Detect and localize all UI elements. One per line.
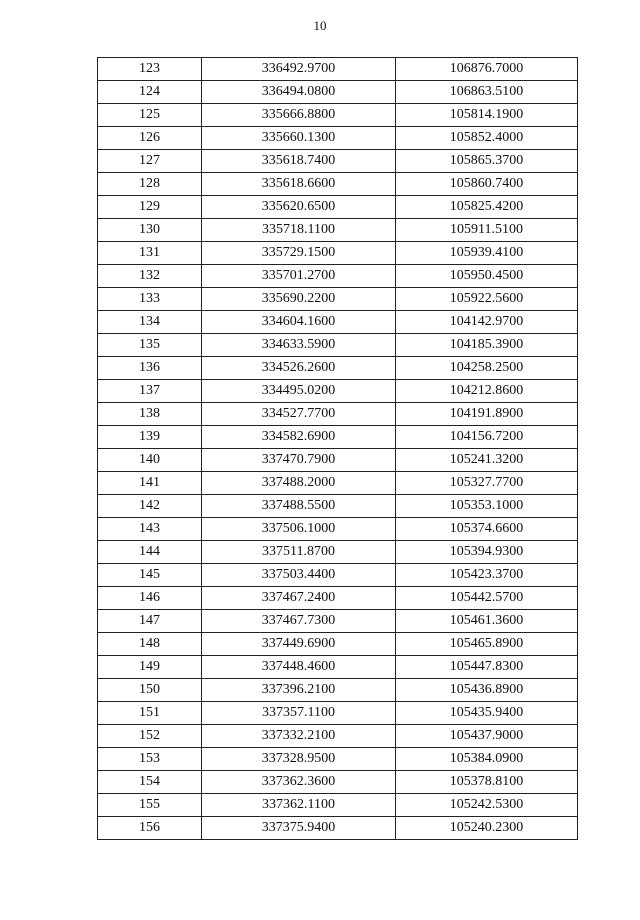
table-row xyxy=(98,587,578,610)
x-coordinate-cell: 337449.6900 xyxy=(202,633,396,656)
point-number-cell: 125 xyxy=(98,104,202,127)
table-row xyxy=(98,771,578,794)
y-coordinate-cell: 105852.4000 xyxy=(396,127,578,150)
x-coordinate-cell: 335666.8800 xyxy=(202,104,396,127)
table-row xyxy=(98,127,578,150)
y-coordinate-cell: 105436.8900 xyxy=(396,679,578,702)
point-number-cell: 148 xyxy=(98,633,202,656)
point-number-cell: 142 xyxy=(98,495,202,518)
point-number-cell: 137 xyxy=(98,380,202,403)
y-coordinate-cell: 105860.7400 xyxy=(396,173,578,196)
table-row xyxy=(98,679,578,702)
point-number-cell: 133 xyxy=(98,288,202,311)
table-row xyxy=(98,265,578,288)
table-row xyxy=(98,150,578,173)
x-coordinate-cell: 334582.6900 xyxy=(202,426,396,449)
y-coordinate-cell: 104142.9700 xyxy=(396,311,578,334)
table-row xyxy=(98,219,578,242)
point-number-cell: 138 xyxy=(98,403,202,426)
x-coordinate-cell: 334495.0200 xyxy=(202,380,396,403)
x-coordinate-cell: 335660.1300 xyxy=(202,127,396,150)
y-coordinate-cell: 104258.2500 xyxy=(396,357,578,380)
x-coordinate-cell: 334604.1600 xyxy=(202,311,396,334)
x-coordinate-cell: 337362.1100 xyxy=(202,794,396,817)
y-coordinate-cell: 105950.4500 xyxy=(396,265,578,288)
x-coordinate-cell: 336492.9700 xyxy=(202,58,396,81)
point-number-cell: 153 xyxy=(98,748,202,771)
point-number-cell: 150 xyxy=(98,679,202,702)
point-number-cell: 145 xyxy=(98,564,202,587)
x-coordinate-cell: 337396.2100 xyxy=(202,679,396,702)
y-coordinate-cell: 105435.9400 xyxy=(396,702,578,725)
x-coordinate-cell: 337503.4400 xyxy=(202,564,396,587)
x-coordinate-cell: 337488.2000 xyxy=(202,472,396,495)
y-coordinate-cell: 105825.4200 xyxy=(396,196,578,219)
table-row xyxy=(98,541,578,564)
point-number-cell: 140 xyxy=(98,449,202,472)
table-row xyxy=(98,794,578,817)
x-coordinate-cell: 337511.8700 xyxy=(202,541,396,564)
x-coordinate-cell: 335690.2200 xyxy=(202,288,396,311)
table-row xyxy=(98,748,578,771)
point-number-cell: 156 xyxy=(98,817,202,840)
y-coordinate-cell: 105242.5300 xyxy=(396,794,578,817)
y-coordinate-cell: 104191.8900 xyxy=(396,403,578,426)
point-number-cell: 146 xyxy=(98,587,202,610)
table-row xyxy=(98,196,578,219)
table-row xyxy=(98,403,578,426)
y-coordinate-cell: 105922.5600 xyxy=(396,288,578,311)
y-coordinate-cell: 104212.8600 xyxy=(396,380,578,403)
table-row xyxy=(98,426,578,449)
point-number-cell: 151 xyxy=(98,702,202,725)
x-coordinate-cell: 337448.4600 xyxy=(202,656,396,679)
table-row xyxy=(98,725,578,748)
table-row xyxy=(98,564,578,587)
y-coordinate-cell: 105327.7700 xyxy=(396,472,578,495)
point-number-cell: 126 xyxy=(98,127,202,150)
y-coordinate-cell: 105447.8300 xyxy=(396,656,578,679)
y-coordinate-cell: 106876.7000 xyxy=(396,58,578,81)
y-coordinate-cell: 105378.8100 xyxy=(396,771,578,794)
x-coordinate-cell: 335701.2700 xyxy=(202,265,396,288)
table-row xyxy=(98,58,578,81)
point-number-cell: 127 xyxy=(98,150,202,173)
table-row xyxy=(98,288,578,311)
y-coordinate-cell: 105374.6600 xyxy=(396,518,578,541)
table-row xyxy=(98,518,578,541)
y-coordinate-cell: 104156.7200 xyxy=(396,426,578,449)
x-coordinate-cell: 335620.6500 xyxy=(202,196,396,219)
y-coordinate-cell: 105423.3700 xyxy=(396,564,578,587)
x-coordinate-cell: 335729.1500 xyxy=(202,242,396,265)
table-row xyxy=(98,357,578,380)
y-coordinate-cell: 105865.3700 xyxy=(396,150,578,173)
table-row xyxy=(98,334,578,357)
y-coordinate-cell: 105240.2300 xyxy=(396,817,578,840)
table-row xyxy=(98,449,578,472)
coordinates-table-body xyxy=(98,58,578,840)
table-row xyxy=(98,173,578,196)
page-number: 10 xyxy=(313,18,327,33)
x-coordinate-cell: 334527.7700 xyxy=(202,403,396,426)
table-row xyxy=(98,817,578,840)
table-row xyxy=(98,242,578,265)
point-number-cell: 152 xyxy=(98,725,202,748)
x-coordinate-cell: 335618.7400 xyxy=(202,150,396,173)
x-coordinate-cell: 337375.9400 xyxy=(202,817,396,840)
x-coordinate-cell: 337467.7300 xyxy=(202,610,396,633)
point-number-cell: 135 xyxy=(98,334,202,357)
table-row xyxy=(98,495,578,518)
y-coordinate-cell: 105911.5100 xyxy=(396,219,578,242)
table-row xyxy=(98,656,578,679)
y-coordinate-cell: 105437.9000 xyxy=(396,725,578,748)
x-coordinate-cell: 335718.1100 xyxy=(202,219,396,242)
point-number-cell: 149 xyxy=(98,656,202,679)
table-row xyxy=(98,610,578,633)
x-coordinate-cell: 336494.0800 xyxy=(202,81,396,104)
x-coordinate-cell: 337488.5500 xyxy=(202,495,396,518)
table-row xyxy=(98,311,578,334)
point-number-cell: 134 xyxy=(98,311,202,334)
y-coordinate-cell: 105814.1900 xyxy=(396,104,578,127)
x-coordinate-cell: 337506.1000 xyxy=(202,518,396,541)
point-number-cell: 143 xyxy=(98,518,202,541)
y-coordinate-cell: 105442.5700 xyxy=(396,587,578,610)
coordinates-table xyxy=(97,57,578,840)
point-number-cell: 129 xyxy=(98,196,202,219)
table-row xyxy=(98,633,578,656)
y-coordinate-cell: 105384.0900 xyxy=(396,748,578,771)
table-row xyxy=(98,380,578,403)
point-number-cell: 123 xyxy=(98,58,202,81)
x-coordinate-cell: 334633.5900 xyxy=(202,334,396,357)
point-number-cell: 124 xyxy=(98,81,202,104)
y-coordinate-cell: 105241.3200 xyxy=(396,449,578,472)
y-coordinate-cell: 105353.1000 xyxy=(396,495,578,518)
point-number-cell: 154 xyxy=(98,771,202,794)
x-coordinate-cell: 337332.2100 xyxy=(202,725,396,748)
point-number-cell: 139 xyxy=(98,426,202,449)
table-row xyxy=(98,702,578,725)
table-row xyxy=(98,104,578,127)
point-number-cell: 147 xyxy=(98,610,202,633)
y-coordinate-cell: 105939.4100 xyxy=(396,242,578,265)
y-coordinate-cell: 104185.3900 xyxy=(396,334,578,357)
point-number-cell: 141 xyxy=(98,472,202,495)
y-coordinate-cell: 105461.3600 xyxy=(396,610,578,633)
table-row xyxy=(98,81,578,104)
x-coordinate-cell: 337470.7900 xyxy=(202,449,396,472)
x-coordinate-cell: 337362.3600 xyxy=(202,771,396,794)
x-coordinate-cell: 334526.2600 xyxy=(202,357,396,380)
x-coordinate-cell: 337467.2400 xyxy=(202,587,396,610)
point-number-cell: 131 xyxy=(98,242,202,265)
point-number-cell: 155 xyxy=(98,794,202,817)
x-coordinate-cell: 337328.9500 xyxy=(202,748,396,771)
point-number-cell: 144 xyxy=(98,541,202,564)
point-number-cell: 136 xyxy=(98,357,202,380)
point-number-cell: 132 xyxy=(98,265,202,288)
y-coordinate-cell: 106863.5100 xyxy=(396,81,578,104)
x-coordinate-cell: 335618.6600 xyxy=(202,173,396,196)
point-number-cell: 128 xyxy=(98,173,202,196)
y-coordinate-cell: 105465.8900 xyxy=(396,633,578,656)
table-row xyxy=(98,472,578,495)
point-number-cell: 130 xyxy=(98,219,202,242)
y-coordinate-cell: 105394.9300 xyxy=(396,541,578,564)
x-coordinate-cell: 337357.1100 xyxy=(202,702,396,725)
